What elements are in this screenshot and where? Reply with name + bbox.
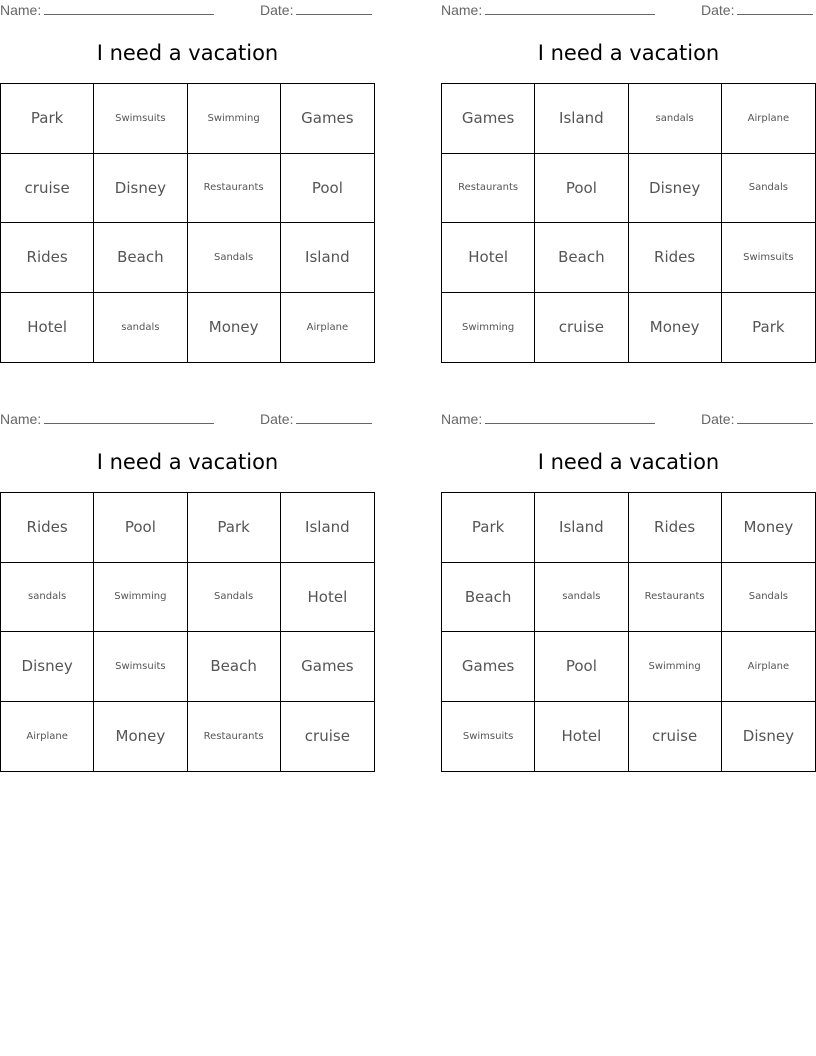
bingo-cell[interactable]: Beach <box>94 223 187 293</box>
card-header <box>441 0 816 20</box>
name-field[interactable] <box>441 2 655 18</box>
bingo-card-1 <box>0 0 375 372</box>
name-field[interactable] <box>441 411 655 427</box>
bingo-cell[interactable]: Swimsuits <box>442 702 535 772</box>
date-blank-line[interactable] <box>737 411 813 424</box>
bingo-card-2 <box>441 0 816 372</box>
name-blank-line[interactable] <box>44 2 214 15</box>
bingo-cell[interactable]: Rides <box>629 493 722 563</box>
bingo-cell[interactable]: Airplane <box>722 84 815 154</box>
bingo-cell[interactable]: Money <box>188 293 281 363</box>
card-title: I need a vacation <box>96 450 279 474</box>
date-blank-line[interactable] <box>737 2 813 15</box>
bingo-cell[interactable]: Rides <box>1 223 94 293</box>
bingo-cell[interactable]: cruise <box>304 727 350 746</box>
bingo-cell[interactable]: sandals <box>1 563 94 633</box>
bingo-grid <box>441 83 816 363</box>
bingo-cell[interactable]: Money <box>94 702 187 772</box>
bingo-cell[interactable]: Hotel <box>281 563 374 633</box>
date-blank-line[interactable] <box>296 2 372 15</box>
name-blank-line[interactable] <box>485 2 655 15</box>
name-label: Name: <box>0 411 42 427</box>
bingo-cell[interactable]: Sandals <box>188 563 281 633</box>
bingo-cell[interactable]: Island <box>281 493 374 563</box>
bingo-cell[interactable]: Pool <box>535 154 628 224</box>
bingo-cell[interactable]: Swimsuits <box>722 223 815 293</box>
bingo-cell[interactable]: Pool <box>94 493 187 563</box>
bingo-cell[interactable]: Island <box>281 223 374 293</box>
date-label: Date: <box>260 411 294 427</box>
bingo-cell[interactable]: Rides <box>629 223 722 293</box>
bingo-cell[interactable]: Money <box>629 293 722 363</box>
bingo-cell[interactable]: Sandals <box>188 223 281 293</box>
bingo-cell[interactable]: Swimming <box>629 632 722 702</box>
bingo-cell[interactable]: Park <box>752 318 785 337</box>
name-blank-line[interactable] <box>485 411 655 424</box>
bingo-cell[interactable]: Sandals <box>722 563 815 633</box>
card-title: I need a vacation <box>537 450 720 474</box>
bingo-cell[interactable]: Airplane <box>1 702 94 772</box>
bingo-cell[interactable]: sandals <box>629 84 722 154</box>
bingo-cell[interactable]: Island <box>535 493 628 563</box>
bingo-cell[interactable]: Hotel <box>535 702 628 772</box>
bingo-cell[interactable]: Disney <box>629 154 722 224</box>
name-field[interactable] <box>0 2 214 18</box>
bingo-cell[interactable]: Restaurants <box>629 563 722 633</box>
bingo-cell[interactable]: Pool <box>281 154 374 224</box>
bingo-card-3 <box>0 409 375 781</box>
bingo-cell[interactable]: cruise <box>1 154 94 224</box>
bingo-cell[interactable]: Park <box>442 493 535 563</box>
bingo-cell[interactable]: Rides <box>1 493 94 563</box>
bingo-cell[interactable]: cruise <box>629 702 722 772</box>
name-blank-line[interactable] <box>44 411 214 424</box>
bingo-cell[interactable]: Sandals <box>722 154 815 224</box>
bingo-cell[interactable]: Swimming <box>442 293 535 363</box>
bingo-cell[interactable]: Restaurants <box>188 702 281 772</box>
bingo-cell[interactable]: Airplane <box>722 632 815 702</box>
bingo-cell[interactable]: Games <box>281 632 374 702</box>
bingo-cell[interactable]: Games <box>442 632 535 702</box>
bingo-cell[interactable]: Hotel <box>1 293 94 363</box>
name-field[interactable] <box>0 411 214 427</box>
name-label: Name: <box>0 2 42 18</box>
name-label: Name: <box>441 411 483 427</box>
date-field[interactable] <box>260 2 372 18</box>
bingo-cell[interactable]: Pool <box>535 632 628 702</box>
bingo-grid <box>0 492 375 772</box>
bingo-cell[interactable]: Swimsuits <box>94 84 187 154</box>
date-field[interactable] <box>701 411 813 427</box>
bingo-grid <box>441 492 816 772</box>
bingo-cell[interactable]: sandals <box>94 293 187 363</box>
bingo-cell[interactable]: Games <box>442 84 535 154</box>
bingo-cell[interactable]: Disney <box>742 727 794 746</box>
bingo-cell[interactable]: Games <box>281 84 374 154</box>
date-field[interactable] <box>701 2 813 18</box>
bingo-cell[interactable]: Money <box>722 493 815 563</box>
bingo-cell[interactable]: Airplane <box>306 321 349 333</box>
bingo-cell[interactable]: Restaurants <box>188 154 281 224</box>
bingo-cell[interactable]: Swimming <box>188 84 281 154</box>
date-label: Date: <box>701 411 735 427</box>
bingo-cell[interactable]: Hotel <box>442 223 535 293</box>
bingo-grid <box>0 83 375 363</box>
date-field[interactable] <box>260 411 372 427</box>
bingo-cell[interactable]: Disney <box>1 632 94 702</box>
card-title: I need a vacation <box>537 41 720 65</box>
date-blank-line[interactable] <box>296 411 372 424</box>
bingo-cell[interactable]: Swimsuits <box>94 632 187 702</box>
date-label: Date: <box>260 2 294 18</box>
bingo-cell[interactable]: Park <box>188 493 281 563</box>
card-header <box>0 0 375 20</box>
date-label: Date: <box>701 2 735 18</box>
bingo-cell[interactable]: Beach <box>442 563 535 633</box>
bingo-cell[interactable]: sandals <box>535 563 628 633</box>
bingo-cell[interactable]: Beach <box>188 632 281 702</box>
name-label: Name: <box>441 2 483 18</box>
bingo-cell[interactable]: Island <box>535 84 628 154</box>
bingo-cell[interactable]: Park <box>1 84 94 154</box>
bingo-cell[interactable]: Restaurants <box>442 154 535 224</box>
bingo-cell[interactable]: Disney <box>94 154 187 224</box>
bingo-card-4 <box>441 409 816 781</box>
card-header <box>441 409 816 429</box>
card-title: I need a vacation <box>96 41 279 65</box>
card-header <box>0 409 375 429</box>
bingo-cell[interactable]: cruise <box>535 293 628 363</box>
bingo-cell[interactable]: Beach <box>535 223 628 293</box>
bingo-cell[interactable]: Swimming <box>94 563 187 633</box>
